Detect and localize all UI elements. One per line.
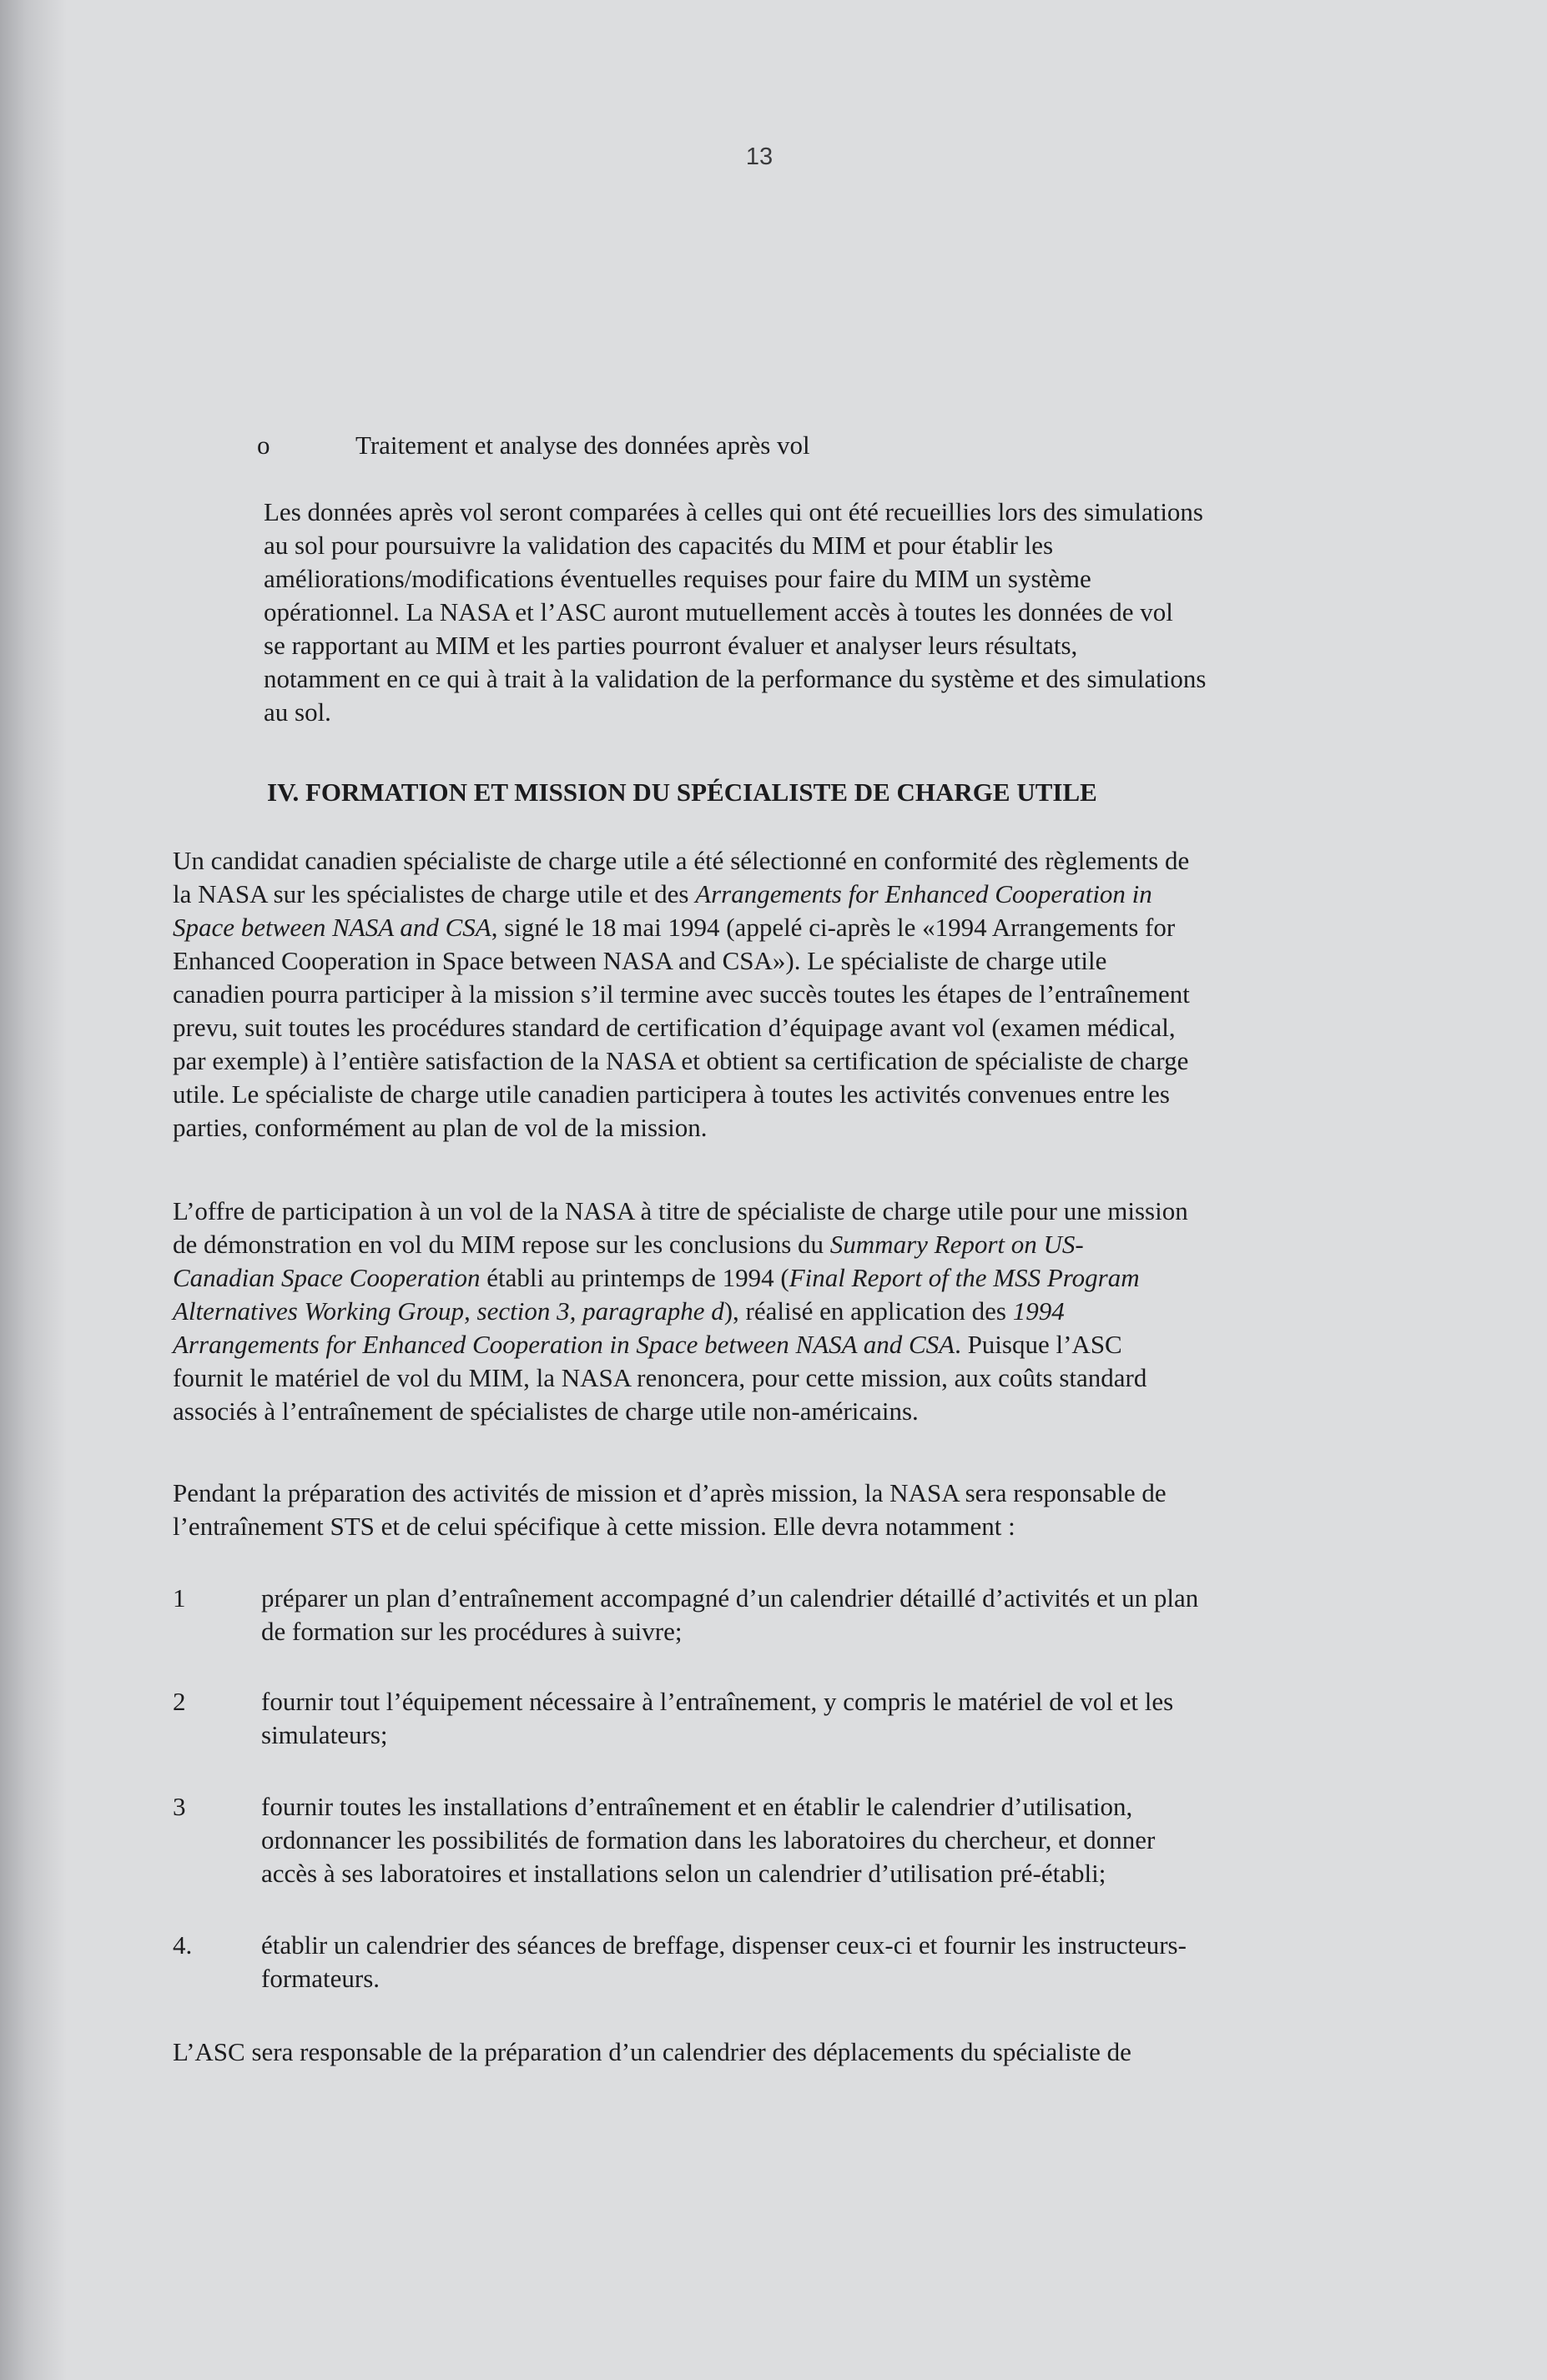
text-run-italic: Arrangements for Enhanced Cooperation in — [695, 879, 1152, 908]
text-run: la NASA sur les spécialistes de charge utile et des — [173, 879, 696, 908]
list-line: de formation sur les procédures à suivre; — [261, 1617, 683, 1646]
list-number: 1 — [173, 1583, 186, 1613]
paragraph-line — [173, 1295, 1374, 1328]
bullet-title: Traitement et analyse des données après vol — [355, 430, 810, 460]
list-number: 3 — [173, 1792, 186, 1821]
paragraph-line — [173, 1261, 1374, 1295]
bullet-marker-icon: o — [257, 430, 270, 460]
paragraph-line — [173, 911, 1374, 944]
paragraph-line: se rapportant au MIM et les parties pourront évaluer et analyser leurs résultats, — [264, 631, 1078, 660]
paragraph-line: parties, conformément au plan de vol de la mission. — [173, 1113, 708, 1142]
paragraph-line: au sol. — [264, 697, 331, 727]
list-line: simulateurs; — [261, 1720, 388, 1749]
list-line: établir un calendrier des séances de breffage, dispenser ceux-ci et fournir les instructeurs- — [261, 1930, 1187, 1960]
text-run-italic: Canadian Space Cooperation — [173, 1263, 481, 1292]
text-run-italic: Final Report of the MSS Program — [789, 1263, 1140, 1292]
paragraph-line: Un candidat canadien spécialiste de charge utile a été sélectionné en conformité des règlements de — [173, 846, 1190, 875]
text-run-italic: Summary Report on US- — [829, 1230, 1084, 1259]
list-line: formateurs. — [261, 1964, 380, 1993]
paragraph-line — [173, 1228, 1374, 1261]
paragraph-line: notamment en ce qui à trait à la validation de la performance du système et des simulations — [264, 664, 1207, 693]
list-line: accès à ses laboratoires et installations selon un calendrier d’utilisation pré-établi; — [261, 1859, 1106, 1888]
paragraph-line: opérationnel. La NASA et l’ASC auront mutuellement accès à toutes les données de vol — [264, 597, 1173, 626]
paragraph-line: prevu, suit toutes les procédures standard de certification d’équipage avant vol (examen médical, — [173, 1013, 1176, 1042]
list-number: 4. — [173, 1930, 193, 1960]
section-heading: IV. FORMATION ET MISSION DU SPÉCIALISTE DE CHARGE UTILE — [267, 777, 1097, 807]
list-line: fournir toutes les installations d’entraînement et en établir le calendrier d’utilisation, — [261, 1792, 1133, 1821]
paragraph-line: associés à l’entraînement de spécialistes de charge utile non-américains. — [173, 1396, 919, 1426]
paragraph-asc-responsibilities — [173, 2035, 1374, 2069]
text-run-italic: Arrangements for Enhanced Cooperation in Space between NASA and CSA — [173, 1330, 955, 1359]
paragraph-line: L’offre de participation à un vol de la NASA à titre de spécialiste de charge utile pour une mission — [173, 1196, 1188, 1225]
text-run: . Puisque l’ASC — [955, 1330, 1122, 1359]
paragraph-line: canadien pourra participer à la mission s’il termine avec succès toutes les étapes de l’entraînement — [173, 979, 1190, 1009]
text-run: ), réalisé en application des — [723, 1296, 1013, 1326]
text-run-italic: 1994 — [1012, 1296, 1065, 1326]
paragraph-line: fournit le matériel de vol du MIM, la NASA renoncera, pour cette mission, aux coûts standard — [173, 1363, 1147, 1392]
list-item-text — [261, 1790, 1375, 1890]
text-run: , signé le 18 mai 1994 (appelé ci-après le «1994 Arrangements for — [491, 913, 1176, 942]
paragraph-line: Les données après vol seront comparées à celles qui ont été recueillies lors des simulations — [264, 497, 1203, 526]
paragraph-line: l’entraînement STS et de celui spécifique à cette mission. Elle devra notamment : — [173, 1512, 1015, 1541]
paragraph-line: L’ASC sera responsable de la préparation d’un calendrier des déplacements du spécialiste de — [173, 2037, 1131, 2066]
paragraph-line: Enhanced Cooperation in Space between NASA and CSA»). Le spécialiste de charge utile — [173, 946, 1107, 975]
paragraph-line — [173, 1328, 1374, 1361]
list-line: ordonnancer les possibilités de formation dans les laboratoires du chercheur, et donner — [261, 1825, 1156, 1854]
list-item-text — [261, 1685, 1375, 1752]
text-run-italic: Space between NASA and CSA — [173, 913, 491, 942]
list-line: fournir tout l’équipement nécessaire à l’entraînement, y compris le matériel de vol et les — [261, 1687, 1174, 1716]
text-run-italic: Alternatives Working Group, section 3, paragraphe d — [173, 1296, 724, 1326]
list-item-text — [261, 1929, 1375, 1995]
text-run: de démonstration en vol du MIM repose sur les conclusions du — [173, 1230, 830, 1259]
text-run: établi au printemps de 1994 ( — [480, 1263, 789, 1292]
page-number: 13 — [745, 143, 774, 170]
paragraph-training-selection — [173, 844, 1374, 1145]
paragraph-line: améliorations/modifications éventuelles requises pour faire du MIM un système — [264, 564, 1091, 593]
list-line: préparer un plan d’entraînement accompagné d’un calendrier détaillé d’activités et un plan — [261, 1583, 1199, 1613]
paragraph-line: utile. Le spécialiste de charge utile canadien participera à toutes les activités convenues entre les — [173, 1079, 1170, 1109]
paragraph-line: au sol pour poursuivre la validation des capacités du MIM et pour établir les — [264, 531, 1054, 560]
bullet-paragraph — [264, 496, 1398, 729]
paragraph-flight-offer — [173, 1195, 1374, 1428]
list-number: 2 — [173, 1687, 186, 1716]
paragraph-line: par exemple) à l’entière satisfaction de la NASA et obtient sa certification de spécialiste de charge — [173, 1046, 1189, 1075]
paragraph-nasa-responsibilities — [173, 1477, 1374, 1543]
paragraph-line — [173, 878, 1374, 911]
paragraph-line: Pendant la préparation des activités de mission et d’après mission, la NASA sera responsable de — [173, 1478, 1167, 1507]
list-item-text — [261, 1582, 1375, 1648]
